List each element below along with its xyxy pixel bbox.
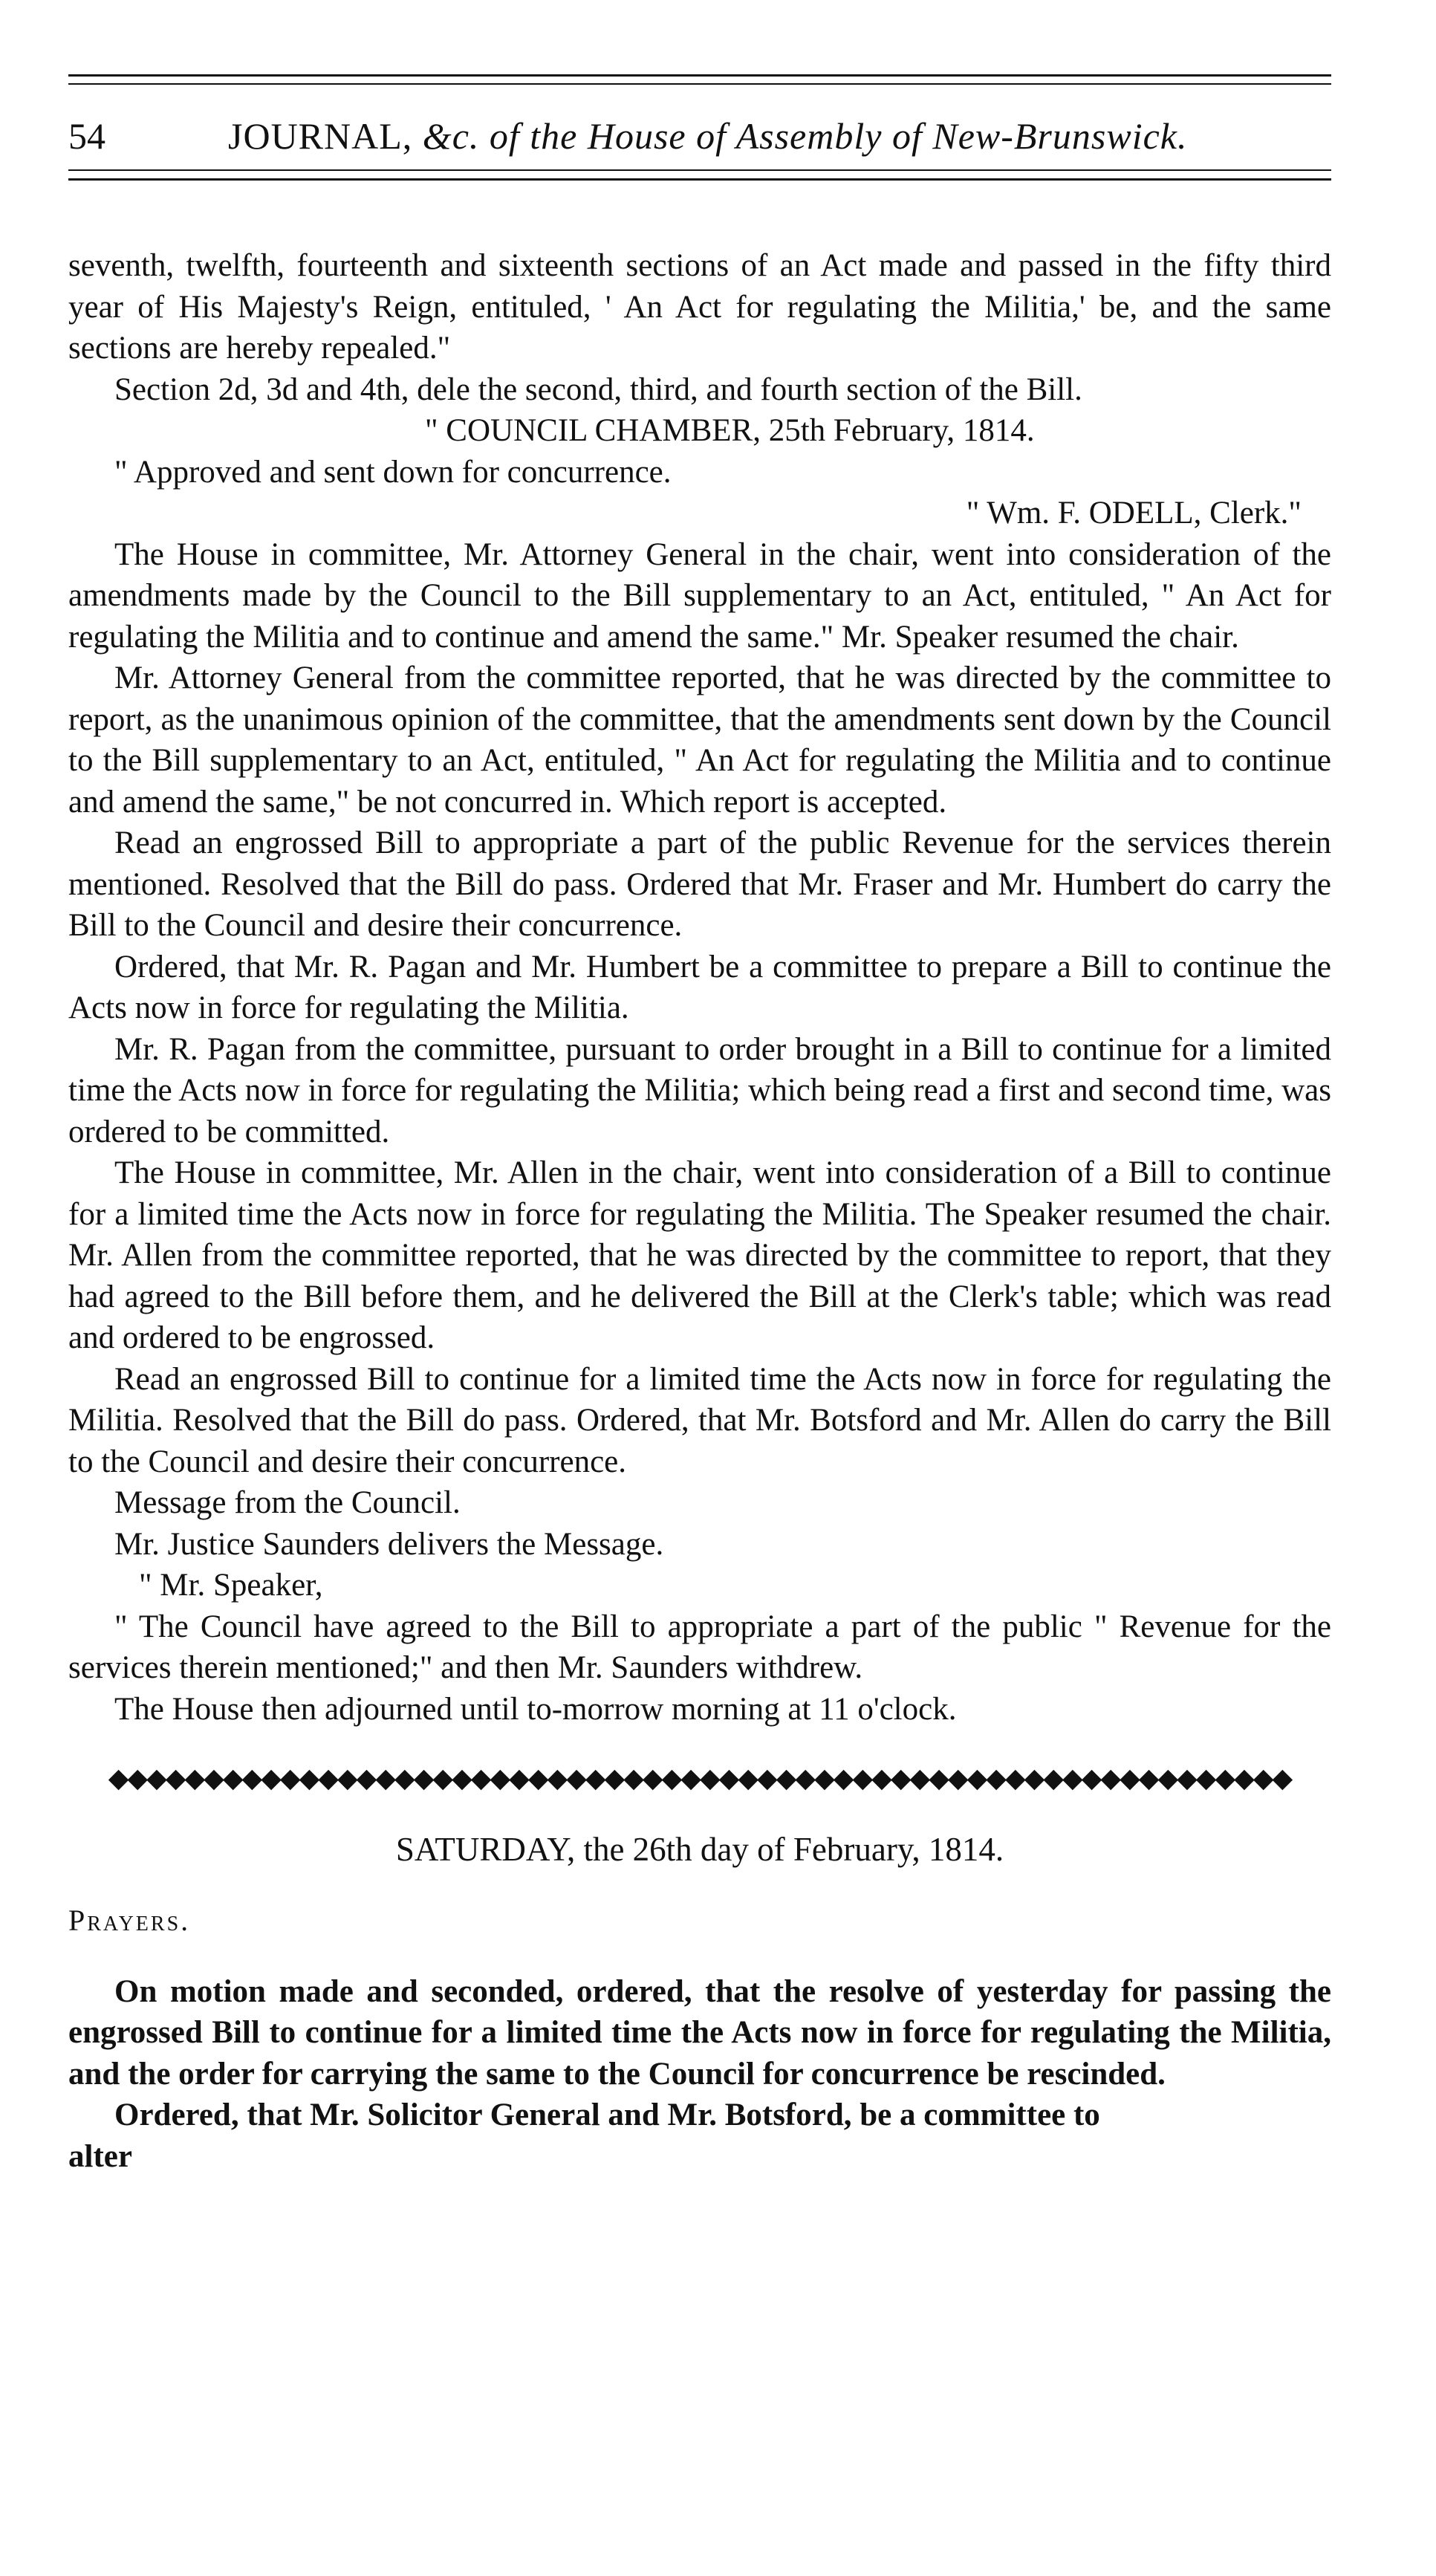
paragraph-section-dele: Section 2d, 3d and 4th, dele the second, third, and fourth section of the Bill. bbox=[114, 372, 1082, 407]
paragraph-attorney-report: Mr. Attorney General from the committee reported, that he was directed by the committee to report, as the unanimous opinion of the committee, that the amendments sent down by the Council to the Bill supplementary to an Act, entituled, " An Act for regulating the Militia and to continue and amend the same," be not concurred in. Which report is accepted. bbox=[68, 661, 1331, 820]
paragraph-council-agreed: " The Council have agreed to the Bill to appropriate a part of the public " Revenue for the services therein mentioned;" and then Mr. Saunders withdrew. bbox=[68, 1609, 1331, 1685]
paragraph-adjourned: The House then adjourned until to-morrow morning at 11 o'clock. bbox=[114, 1691, 957, 1727]
paragraph-pagan-bill: Mr. R. Pagan from the committee, pursuant to order brought in a Bill to continue for a limited time the Acts now in force for regulating the Militia; which being read a first and second time, was ordered to be committed. bbox=[68, 1031, 1331, 1149]
day-heading: SATURDAY, the 26th day of February, 1814. bbox=[395, 1830, 1004, 1868]
header-top-rule bbox=[68, 74, 1331, 77]
running-header bbox=[68, 110, 1331, 162]
header-bottom-rule-inner bbox=[68, 169, 1331, 171]
catchword: alter bbox=[68, 2138, 132, 2174]
paragraph-allen-committee: The House in committee, Mr. Allen in the chair, went into consideration of a Bill to continue for a limited time the Acts now in force for regulating the Militia. The Speaker resumed the chair. Mr. Allen from the committee reported, that he was directed by the committee to report, that they had agreed to the Bill before them, and he delivered the Bill at the Clerk's table; which was read and ordered to be engrossed. bbox=[68, 1155, 1331, 1355]
page-number: 54 bbox=[68, 115, 105, 157]
paragraph-motion-rescind: On motion made and seconded, ordered, that the resolve of yesterday for passing the engrossed Bill to continue for a limited time the Acts now in force for regulating the Militia, and the order for carrying the same to the Council for concurrence be rescinded. bbox=[68, 1973, 1331, 2092]
approved-line: " Approved and sent down for concurrence. bbox=[114, 454, 672, 490]
ornamental-divider: ◆◆◆◆◆◆◆◆◆◆◆◆◆◆◆◆◆◆◆◆◆◆◆◆◆◆◆◆◆◆◆◆◆◆◆◆◆◆◆◆◆◆◆◆◆◆◆◆◆◆◆◆◆◆◆◆◆◆◆◆◆◆ bbox=[108, 1763, 1292, 1793]
header-bottom-rule bbox=[68, 178, 1331, 181]
paragraph-committee-amendments: The House in committee, Mr. Attorney General in the chair, went into consideration of the amendments made by the Council to the Bill supplementary to an Act, entituled, " An Act for regulating the Militia and to continue and amend the same." Mr. Speaker resumed the chair. bbox=[68, 536, 1331, 655]
header-top-rule-inner bbox=[68, 83, 1331, 85]
paragraph-committee-order: Ordered, that Mr. R. Pagan and Mr. Humbert be a committee to prepare a Bill to continue the Acts now in force for regulating the Militia. bbox=[68, 949, 1331, 1025]
clerk-signature: " Wm. F. ODELL, Clerk." bbox=[966, 496, 1302, 531]
paragraph-engrossed-bill: Read an engrossed Bill to continue for a limited time the Acts now in force for regulating the Militia. Resolved that the Bill do pass. Ordered, that Mr. Botsford and Mr. Allen do carry the Bill to the Council and desire their concurrence. bbox=[68, 1361, 1331, 1479]
paragraph-message: Message from the Council. bbox=[114, 1485, 461, 1520]
paragraph-continuation: seventh, twelfth, fourteenth and sixteenth sections of an Act made and passed in the fifty third year of His Majesty's Reign, entituled, ' An Act for regulating the Militia,' be, and the same sections are hereby repealed." bbox=[68, 248, 1331, 366]
journal-body bbox=[68, 245, 1331, 2177]
running-title-rest: &c. of the House of Assembly of New-Brunswick. bbox=[422, 115, 1188, 157]
journal-page bbox=[53, 45, 1346, 2556]
running-title-caps: JOURNAL, bbox=[228, 115, 413, 157]
paragraph-revenue-bill: Read an engrossed Bill to appropriate a part of the public Revenue for the services therein mentioned. Resolved that the Bill do pass. Ordered that Mr. Fraser and Mr. Humbert do carry the Bill to the Council and desire their concurrence. bbox=[68, 825, 1331, 943]
paragraph-saunders: Mr. Justice Saunders delivers the Message. bbox=[114, 1526, 664, 1562]
paragraph-solicitor-committee: Ordered, that Mr. Solicitor General and Mr. Botsford, be a committee to bbox=[114, 2098, 1100, 2132]
council-chamber-line: " COUNCIL CHAMBER, 25th February, 1814. bbox=[425, 413, 1035, 448]
prayers-heading: Prayers. bbox=[68, 1904, 191, 1937]
paragraph-mr-speaker: " Mr. Speaker, bbox=[139, 1568, 323, 1603]
running-title bbox=[228, 110, 1187, 162]
